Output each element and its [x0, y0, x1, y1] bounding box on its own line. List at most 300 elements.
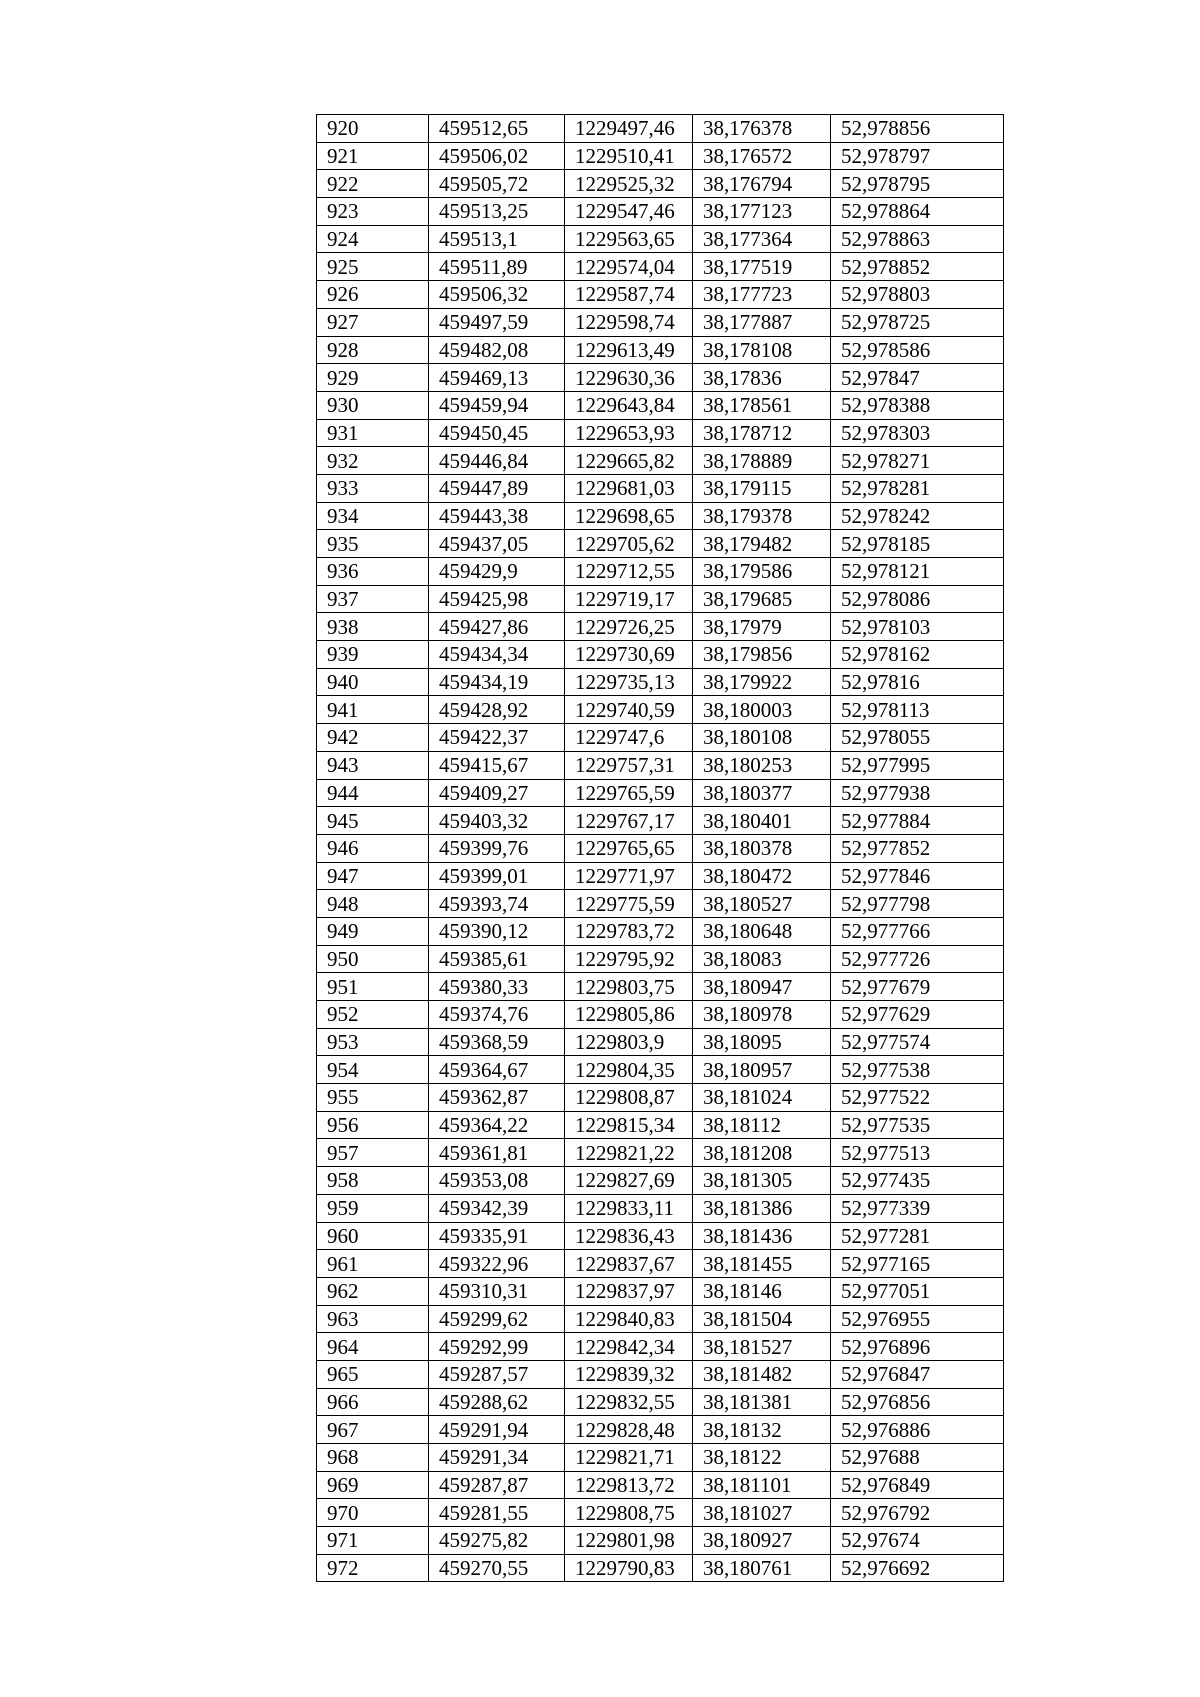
- table-row: [317, 198, 1004, 226]
- y-coordinate-cell: 1229813,72: [565, 1471, 693, 1499]
- latitude-cell: 52,978586: [831, 336, 1004, 364]
- table-row: [317, 945, 1004, 973]
- x-coordinate-cell: 459511,89: [429, 253, 565, 281]
- x-coordinate-cell: 459281,55: [429, 1499, 565, 1527]
- x-coordinate-cell: 459403,32: [429, 807, 565, 835]
- latitude-cell: 52,978388: [831, 391, 1004, 419]
- latitude-cell: 52,97847: [831, 364, 1004, 392]
- point-number-cell: 933: [317, 474, 429, 502]
- latitude-cell: 52,977522: [831, 1084, 1004, 1112]
- y-coordinate-cell: 1229808,87: [565, 1084, 693, 1112]
- latitude-cell: 52,977679: [831, 973, 1004, 1001]
- longitude-cell: 38,180978: [693, 1001, 831, 1029]
- longitude-cell: 38,179856: [693, 641, 831, 669]
- latitude-cell: 52,978103: [831, 613, 1004, 641]
- latitude-cell: 52,977281: [831, 1222, 1004, 1250]
- x-coordinate-cell: 459368,59: [429, 1028, 565, 1056]
- y-coordinate-cell: 1229681,03: [565, 474, 693, 502]
- latitude-cell: 52,978852: [831, 253, 1004, 281]
- y-coordinate-cell: 1229587,74: [565, 281, 693, 309]
- longitude-cell: 38,178889: [693, 447, 831, 475]
- y-coordinate-cell: 1229730,69: [565, 641, 693, 669]
- longitude-cell: 38,181381: [693, 1388, 831, 1416]
- point-number-cell: 954: [317, 1056, 429, 1084]
- latitude-cell: 52,977513: [831, 1139, 1004, 1167]
- latitude-cell: 52,976896: [831, 1333, 1004, 1361]
- y-coordinate-cell: 1229547,46: [565, 198, 693, 226]
- point-number-cell: 938: [317, 613, 429, 641]
- longitude-cell: 38,177123: [693, 198, 831, 226]
- x-coordinate-cell: 459506,32: [429, 281, 565, 309]
- latitude-cell: 52,977884: [831, 807, 1004, 835]
- table-row: [317, 1333, 1004, 1361]
- x-coordinate-cell: 459270,55: [429, 1554, 565, 1582]
- y-coordinate-cell: 1229842,34: [565, 1333, 693, 1361]
- point-number-cell: 924: [317, 225, 429, 253]
- longitude-cell: 38,176378: [693, 115, 831, 143]
- y-coordinate-cell: 1229765,65: [565, 834, 693, 862]
- longitude-cell: 38,180003: [693, 696, 831, 724]
- latitude-cell: 52,978185: [831, 530, 1004, 558]
- point-number-cell: 965: [317, 1360, 429, 1388]
- x-coordinate-cell: 459342,39: [429, 1194, 565, 1222]
- point-number-cell: 960: [317, 1222, 429, 1250]
- latitude-cell: 52,978303: [831, 419, 1004, 447]
- longitude-cell: 38,181024: [693, 1084, 831, 1112]
- table-row: [317, 1444, 1004, 1472]
- table-row: [317, 807, 1004, 835]
- latitude-cell: 52,977846: [831, 862, 1004, 890]
- table-row: [317, 751, 1004, 779]
- latitude-cell: 52,976856: [831, 1388, 1004, 1416]
- longitude-cell: 38,178561: [693, 391, 831, 419]
- point-number-cell: 941: [317, 696, 429, 724]
- point-number-cell: 948: [317, 890, 429, 918]
- point-number-cell: 971: [317, 1527, 429, 1555]
- x-coordinate-cell: 459364,22: [429, 1111, 565, 1139]
- y-coordinate-cell: 1229833,11: [565, 1194, 693, 1222]
- table-row: [317, 1527, 1004, 1555]
- longitude-cell: 38,180957: [693, 1056, 831, 1084]
- latitude-cell: 52,977852: [831, 834, 1004, 862]
- x-coordinate-cell: 459409,27: [429, 779, 565, 807]
- latitude-cell: 52,978856: [831, 115, 1004, 143]
- latitude-cell: 52,976849: [831, 1471, 1004, 1499]
- latitude-cell: 52,977629: [831, 1001, 1004, 1029]
- table-row: [317, 474, 1004, 502]
- point-number-cell: 959: [317, 1194, 429, 1222]
- longitude-cell: 38,179586: [693, 558, 831, 586]
- y-coordinate-cell: 1229821,22: [565, 1139, 693, 1167]
- longitude-cell: 38,180108: [693, 724, 831, 752]
- point-number-cell: 966: [317, 1388, 429, 1416]
- longitude-cell: 38,179685: [693, 585, 831, 613]
- table-row: [317, 447, 1004, 475]
- point-number-cell: 925: [317, 253, 429, 281]
- point-number-cell: 942: [317, 724, 429, 752]
- y-coordinate-cell: 1229497,46: [565, 115, 693, 143]
- table-row: [317, 1471, 1004, 1499]
- longitude-cell: 38,180648: [693, 917, 831, 945]
- table-row: [317, 419, 1004, 447]
- point-number-cell: 928: [317, 336, 429, 364]
- longitude-cell: 38,181455: [693, 1250, 831, 1278]
- longitude-cell: 38,181101: [693, 1471, 831, 1499]
- longitude-cell: 38,180378: [693, 834, 831, 862]
- x-coordinate-cell: 459427,86: [429, 613, 565, 641]
- x-coordinate-cell: 459287,57: [429, 1360, 565, 1388]
- point-number-cell: 939: [317, 641, 429, 669]
- latitude-cell: 52,977165: [831, 1250, 1004, 1278]
- table-row: [317, 1111, 1004, 1139]
- y-coordinate-cell: 1229719,17: [565, 585, 693, 613]
- table-row: [317, 1554, 1004, 1582]
- point-number-cell: 922: [317, 170, 429, 198]
- y-coordinate-cell: 1229837,97: [565, 1277, 693, 1305]
- longitude-cell: 38,177887: [693, 308, 831, 336]
- x-coordinate-cell: 459399,76: [429, 834, 565, 862]
- point-number-cell: 923: [317, 198, 429, 226]
- y-coordinate-cell: 1229653,93: [565, 419, 693, 447]
- longitude-cell: 38,180377: [693, 779, 831, 807]
- latitude-cell: 52,978113: [831, 696, 1004, 724]
- y-coordinate-cell: 1229775,59: [565, 890, 693, 918]
- x-coordinate-cell: 459299,62: [429, 1305, 565, 1333]
- y-coordinate-cell: 1229613,49: [565, 336, 693, 364]
- table-row: [317, 336, 1004, 364]
- longitude-cell: 38,181386: [693, 1194, 831, 1222]
- latitude-cell: 52,977535: [831, 1111, 1004, 1139]
- y-coordinate-cell: 1229771,97: [565, 862, 693, 890]
- longitude-cell: 38,18146: [693, 1277, 831, 1305]
- point-number-cell: 969: [317, 1471, 429, 1499]
- table-row: [317, 1028, 1004, 1056]
- latitude-cell: 52,978795: [831, 170, 1004, 198]
- point-number-cell: 951: [317, 973, 429, 1001]
- point-number-cell: 958: [317, 1167, 429, 1195]
- latitude-cell: 52,978803: [831, 281, 1004, 309]
- table-row: [317, 391, 1004, 419]
- x-coordinate-cell: 459446,84: [429, 447, 565, 475]
- point-number-cell: 968: [317, 1444, 429, 1472]
- x-coordinate-cell: 459434,34: [429, 641, 565, 669]
- x-coordinate-cell: 459429,9: [429, 558, 565, 586]
- x-coordinate-cell: 459361,81: [429, 1139, 565, 1167]
- point-number-cell: 926: [317, 281, 429, 309]
- y-coordinate-cell: 1229783,72: [565, 917, 693, 945]
- x-coordinate-cell: 459287,87: [429, 1471, 565, 1499]
- table-row: [317, 1499, 1004, 1527]
- y-coordinate-cell: 1229808,75: [565, 1499, 693, 1527]
- table-row: [317, 281, 1004, 309]
- x-coordinate-cell: 459385,61: [429, 945, 565, 973]
- x-coordinate-cell: 459335,91: [429, 1222, 565, 1250]
- point-number-cell: 943: [317, 751, 429, 779]
- table-row: [317, 364, 1004, 392]
- point-number-cell: 949: [317, 917, 429, 945]
- table-row: [317, 170, 1004, 198]
- point-number-cell: 936: [317, 558, 429, 586]
- x-coordinate-cell: 459362,87: [429, 1084, 565, 1112]
- table-row: [317, 530, 1004, 558]
- table-row: [317, 641, 1004, 669]
- x-coordinate-cell: 459513,25: [429, 198, 565, 226]
- latitude-cell: 52,978271: [831, 447, 1004, 475]
- latitude-cell: 52,977051: [831, 1277, 1004, 1305]
- longitude-cell: 38,178712: [693, 419, 831, 447]
- table-row: [317, 862, 1004, 890]
- point-number-cell: 930: [317, 391, 429, 419]
- y-coordinate-cell: 1229839,32: [565, 1360, 693, 1388]
- y-coordinate-cell: 1229795,92: [565, 945, 693, 973]
- longitude-cell: 38,180947: [693, 973, 831, 1001]
- table-row: [317, 1001, 1004, 1029]
- latitude-cell: 52,976692: [831, 1554, 1004, 1582]
- point-number-cell: 935: [317, 530, 429, 558]
- longitude-cell: 38,18083: [693, 945, 831, 973]
- point-number-cell: 961: [317, 1250, 429, 1278]
- longitude-cell: 38,180927: [693, 1527, 831, 1555]
- longitude-cell: 38,177519: [693, 253, 831, 281]
- table-row: [317, 1222, 1004, 1250]
- x-coordinate-cell: 459422,37: [429, 724, 565, 752]
- y-coordinate-cell: 1229630,36: [565, 364, 693, 392]
- y-coordinate-cell: 1229827,69: [565, 1167, 693, 1195]
- x-coordinate-cell: 459353,08: [429, 1167, 565, 1195]
- table-row: [317, 696, 1004, 724]
- latitude-cell: 52,977574: [831, 1028, 1004, 1056]
- table-row: [317, 779, 1004, 807]
- y-coordinate-cell: 1229801,98: [565, 1527, 693, 1555]
- x-coordinate-cell: 459428,92: [429, 696, 565, 724]
- point-number-cell: 956: [317, 1111, 429, 1139]
- point-number-cell: 929: [317, 364, 429, 392]
- latitude-cell: 52,977995: [831, 751, 1004, 779]
- latitude-cell: 52,977766: [831, 917, 1004, 945]
- longitude-cell: 38,17979: [693, 613, 831, 641]
- longitude-cell: 38,18095: [693, 1028, 831, 1056]
- x-coordinate-cell: 459393,74: [429, 890, 565, 918]
- x-coordinate-cell: 459364,67: [429, 1056, 565, 1084]
- y-coordinate-cell: 1229712,55: [565, 558, 693, 586]
- coordinates-table: [316, 114, 1004, 1582]
- point-number-cell: 957: [317, 1139, 429, 1167]
- latitude-cell: 52,978725: [831, 308, 1004, 336]
- y-coordinate-cell: 1229735,13: [565, 668, 693, 696]
- latitude-cell: 52,976792: [831, 1499, 1004, 1527]
- table-row: [317, 1416, 1004, 1444]
- latitude-cell: 52,977938: [831, 779, 1004, 807]
- y-coordinate-cell: 1229803,9: [565, 1028, 693, 1056]
- point-number-cell: 931: [317, 419, 429, 447]
- longitude-cell: 38,18122: [693, 1444, 831, 1472]
- point-number-cell: 972: [317, 1554, 429, 1582]
- point-number-cell: 920: [317, 115, 429, 143]
- x-coordinate-cell: 459288,62: [429, 1388, 565, 1416]
- x-coordinate-cell: 459447,89: [429, 474, 565, 502]
- table-row: [317, 834, 1004, 862]
- y-coordinate-cell: 1229815,34: [565, 1111, 693, 1139]
- longitude-cell: 38,179378: [693, 502, 831, 530]
- x-coordinate-cell: 459437,05: [429, 530, 565, 558]
- x-coordinate-cell: 459443,38: [429, 502, 565, 530]
- point-number-cell: 921: [317, 142, 429, 170]
- longitude-cell: 38,180253: [693, 751, 831, 779]
- longitude-cell: 38,181527: [693, 1333, 831, 1361]
- latitude-cell: 52,978162: [831, 641, 1004, 669]
- latitude-cell: 52,976886: [831, 1416, 1004, 1444]
- y-coordinate-cell: 1229510,41: [565, 142, 693, 170]
- y-coordinate-cell: 1229837,67: [565, 1250, 693, 1278]
- x-coordinate-cell: 459322,96: [429, 1250, 565, 1278]
- latitude-cell: 52,97816: [831, 668, 1004, 696]
- latitude-cell: 52,978242: [831, 502, 1004, 530]
- x-coordinate-cell: 459434,19: [429, 668, 565, 696]
- longitude-cell: 38,181504: [693, 1305, 831, 1333]
- longitude-cell: 38,178108: [693, 336, 831, 364]
- table-row: [317, 1360, 1004, 1388]
- latitude-cell: 52,976847: [831, 1360, 1004, 1388]
- latitude-cell: 52,978121: [831, 558, 1004, 586]
- table-row: [317, 253, 1004, 281]
- longitude-cell: 38,18132: [693, 1416, 831, 1444]
- point-number-cell: 953: [317, 1028, 429, 1056]
- latitude-cell: 52,977538: [831, 1056, 1004, 1084]
- table-row: [317, 890, 1004, 918]
- point-number-cell: 967: [317, 1416, 429, 1444]
- longitude-cell: 38,181436: [693, 1222, 831, 1250]
- x-coordinate-cell: 459459,94: [429, 391, 565, 419]
- y-coordinate-cell: 1229832,55: [565, 1388, 693, 1416]
- y-coordinate-cell: 1229726,25: [565, 613, 693, 641]
- table-row: [317, 115, 1004, 143]
- y-coordinate-cell: 1229574,04: [565, 253, 693, 281]
- longitude-cell: 38,181305: [693, 1167, 831, 1195]
- longitude-cell: 38,177364: [693, 225, 831, 253]
- point-number-cell: 940: [317, 668, 429, 696]
- x-coordinate-cell: 459512,65: [429, 115, 565, 143]
- table-row: [317, 1194, 1004, 1222]
- point-number-cell: 945: [317, 807, 429, 835]
- latitude-cell: 52,977726: [831, 945, 1004, 973]
- longitude-cell: 38,181208: [693, 1139, 831, 1167]
- x-coordinate-cell: 459450,45: [429, 419, 565, 447]
- x-coordinate-cell: 459380,33: [429, 973, 565, 1001]
- y-coordinate-cell: 1229525,32: [565, 170, 693, 198]
- y-coordinate-cell: 1229563,65: [565, 225, 693, 253]
- x-coordinate-cell: 459310,31: [429, 1277, 565, 1305]
- point-number-cell: 955: [317, 1084, 429, 1112]
- longitude-cell: 38,18112: [693, 1111, 831, 1139]
- x-coordinate-cell: 459513,1: [429, 225, 565, 253]
- x-coordinate-cell: 459399,01: [429, 862, 565, 890]
- x-coordinate-cell: 459469,13: [429, 364, 565, 392]
- longitude-cell: 38,176572: [693, 142, 831, 170]
- x-coordinate-cell: 459425,98: [429, 585, 565, 613]
- y-coordinate-cell: 1229790,83: [565, 1554, 693, 1582]
- y-coordinate-cell: 1229821,71: [565, 1444, 693, 1472]
- table-row: [317, 1250, 1004, 1278]
- latitude-cell: 52,977798: [831, 890, 1004, 918]
- latitude-cell: 52,976955: [831, 1305, 1004, 1333]
- longitude-cell: 38,179115: [693, 474, 831, 502]
- y-coordinate-cell: 1229840,83: [565, 1305, 693, 1333]
- longitude-cell: 38,177723: [693, 281, 831, 309]
- point-number-cell: 927: [317, 308, 429, 336]
- longitude-cell: 38,179922: [693, 668, 831, 696]
- y-coordinate-cell: 1229804,35: [565, 1056, 693, 1084]
- y-coordinate-cell: 1229805,86: [565, 1001, 693, 1029]
- y-coordinate-cell: 1229643,84: [565, 391, 693, 419]
- latitude-cell: 52,977339: [831, 1194, 1004, 1222]
- y-coordinate-cell: 1229598,74: [565, 308, 693, 336]
- x-coordinate-cell: 459506,02: [429, 142, 565, 170]
- y-coordinate-cell: 1229665,82: [565, 447, 693, 475]
- latitude-cell: 52,978055: [831, 724, 1004, 752]
- point-number-cell: 962: [317, 1277, 429, 1305]
- latitude-cell: 52,978086: [831, 585, 1004, 613]
- table-row: [317, 1056, 1004, 1084]
- latitude-cell: 52,978797: [831, 142, 1004, 170]
- table-row: [317, 225, 1004, 253]
- latitude-cell: 52,977435: [831, 1167, 1004, 1195]
- x-coordinate-cell: 459497,59: [429, 308, 565, 336]
- table-row: [317, 1388, 1004, 1416]
- table-row: [317, 1139, 1004, 1167]
- x-coordinate-cell: 459505,72: [429, 170, 565, 198]
- table-row: [317, 1277, 1004, 1305]
- y-coordinate-cell: 1229757,31: [565, 751, 693, 779]
- y-coordinate-cell: 1229747,6: [565, 724, 693, 752]
- longitude-cell: 38,17836: [693, 364, 831, 392]
- latitude-cell: 52,97688: [831, 1444, 1004, 1472]
- x-coordinate-cell: 459482,08: [429, 336, 565, 364]
- x-coordinate-cell: 459415,67: [429, 751, 565, 779]
- table-row: [317, 613, 1004, 641]
- latitude-cell: 52,978864: [831, 198, 1004, 226]
- point-number-cell: 944: [317, 779, 429, 807]
- longitude-cell: 38,180401: [693, 807, 831, 835]
- longitude-cell: 38,180527: [693, 890, 831, 918]
- table-row: [317, 502, 1004, 530]
- y-coordinate-cell: 1229828,48: [565, 1416, 693, 1444]
- table-row: [317, 142, 1004, 170]
- table-row: [317, 1305, 1004, 1333]
- y-coordinate-cell: 1229836,43: [565, 1222, 693, 1250]
- table-row: [317, 1167, 1004, 1195]
- table-row: [317, 973, 1004, 1001]
- table-row: [317, 308, 1004, 336]
- x-coordinate-cell: 459292,99: [429, 1333, 565, 1361]
- point-number-cell: 946: [317, 834, 429, 862]
- table-row: [317, 724, 1004, 752]
- table-row: [317, 668, 1004, 696]
- point-number-cell: 964: [317, 1333, 429, 1361]
- coordinates-table-body: [317, 115, 1004, 1582]
- latitude-cell: 52,978863: [831, 225, 1004, 253]
- longitude-cell: 38,181482: [693, 1360, 831, 1388]
- y-coordinate-cell: 1229803,75: [565, 973, 693, 1001]
- point-number-cell: 937: [317, 585, 429, 613]
- table-row: [317, 558, 1004, 586]
- y-coordinate-cell: 1229740,59: [565, 696, 693, 724]
- longitude-cell: 38,180761: [693, 1554, 831, 1582]
- y-coordinate-cell: 1229705,62: [565, 530, 693, 558]
- table-row: [317, 585, 1004, 613]
- point-number-cell: 932: [317, 447, 429, 475]
- x-coordinate-cell: 459390,12: [429, 917, 565, 945]
- x-coordinate-cell: 459291,34: [429, 1444, 565, 1472]
